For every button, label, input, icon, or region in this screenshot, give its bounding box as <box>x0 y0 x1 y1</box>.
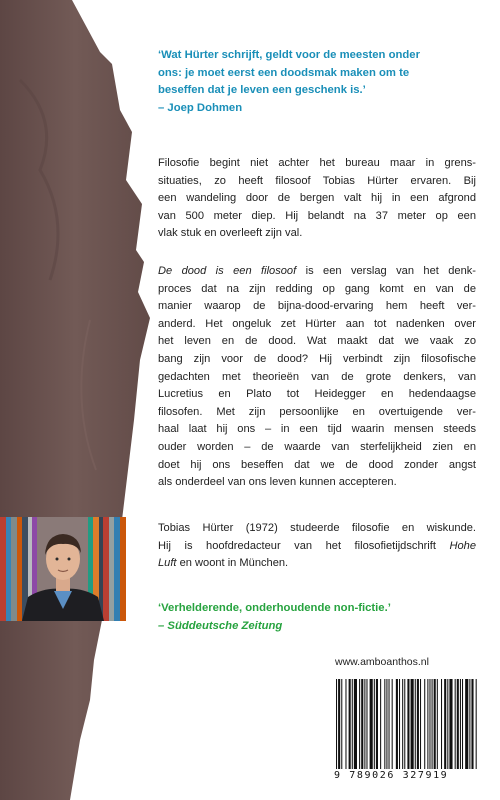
barcode-bar <box>432 679 433 769</box>
paragraph-book <box>158 263 476 492</box>
text-line: als onderdeel van ons leven kunnen accepteren. <box>158 476 397 489</box>
barcode-bar <box>386 679 387 769</box>
barcode-bar <box>429 679 430 769</box>
text-line: het leven en de dood. Wat maakt dat we vaak zo <box>158 335 476 348</box>
barcode-bar <box>437 679 438 769</box>
paragraph-author-bio <box>158 520 476 573</box>
magazine-name-part: Hohe <box>449 539 476 552</box>
text-line: proces dat na zijn redding op gang komt en van de <box>158 282 476 295</box>
isbn-barcode <box>334 677 479 771</box>
text-line <box>158 538 476 556</box>
barcode-bar <box>380 679 381 769</box>
barcode-bar <box>370 679 373 769</box>
barcode-bar <box>384 679 385 769</box>
barcode-bar <box>424 679 425 769</box>
quote-top-line: beseffen dat je leven een geschenk is.’ <box>158 84 366 97</box>
text-line <box>158 555 476 573</box>
text-line: Lucretius en Plato tot Heidegger en hedendaagse <box>158 388 476 401</box>
barcode-bar <box>465 679 468 769</box>
barcode-bar <box>361 679 363 769</box>
barcode-bar <box>392 679 393 769</box>
text-line: een wandeling door de bergen valt hij in een afgrond <box>158 192 476 205</box>
barcode-bar <box>417 679 419 769</box>
barcode-bar <box>471 679 473 769</box>
author-photo <box>0 517 126 621</box>
barcode-bar <box>427 679 428 769</box>
barcode-bar <box>404 679 405 769</box>
barcode-bar <box>374 679 375 769</box>
barcode-bar <box>396 679 398 769</box>
barcode-bar <box>457 679 459 769</box>
barcode-bar <box>441 679 442 769</box>
barcode-bar <box>434 679 436 769</box>
paragraph-intro <box>158 155 476 243</box>
barcode-bar <box>366 679 367 769</box>
text-line: haal laat hij ons – in een tijd waarin mensen steeds <box>158 423 476 436</box>
text-fragment: en woont in München. <box>176 557 289 570</box>
text-line: ouder worden – de waarde van sterfelijkheid zien en <box>158 440 476 453</box>
quote-bottom-source: – Süddeutsche Zeitung <box>158 619 283 632</box>
barcode-bar <box>341 679 342 769</box>
barcode-bar <box>469 679 470 769</box>
text-line: van 500 meter diep. Hij belandt na 37 meter op een <box>158 209 476 222</box>
barcode-bar <box>345 679 346 769</box>
barcode-bar <box>364 679 365 769</box>
quote-top-source: – Joep Dohmen <box>158 101 243 114</box>
barcode-bar <box>449 679 452 769</box>
text-line: filosofen. Met zijn persoonlijke en overtuigende ver- <box>158 405 476 418</box>
barcode-bar <box>415 679 416 769</box>
barcode-bar <box>349 679 351 769</box>
text-line: vlak stuk en overleeft zijn val. <box>158 227 303 240</box>
barcode-bar <box>376 679 378 769</box>
barcode-bar <box>411 679 414 769</box>
publisher-url[interactable]: www.amboanthos.nl <box>335 656 429 668</box>
quote-top-line: ons: je moet eerst een doodsmak maken om te <box>158 66 410 79</box>
magazine-name-part: Luft <box>158 557 177 570</box>
text-fragment: is een verslag van het denk- <box>296 265 476 277</box>
barcode-bar <box>447 679 448 769</box>
text-line: anderd. Het ongeluk zet Hürter aan tot nadenken over <box>158 317 476 330</box>
barcode-bar <box>389 679 390 769</box>
quote-bottom <box>158 600 478 635</box>
text-line <box>158 263 476 281</box>
barcode-bar <box>338 679 340 769</box>
quote-top <box>158 47 478 117</box>
barcode-bar <box>336 679 337 769</box>
book-title: De dood is een filosoof <box>158 265 297 277</box>
text-line: bang zijn voor de dood? Hij verbindt zijn filosofische <box>158 352 476 365</box>
quote-bottom-text: ‘Verhelderende, onderhoudende non-fictie.’ <box>158 602 391 614</box>
text-line: Filosofie begint niet achter het bureau maar in grens- <box>158 157 476 169</box>
text-fragment: Hij is hoofdredacteur van het filosofietijdschrift <box>158 539 450 552</box>
text-line: gedachten met theorieën van de grote denkers, van <box>158 370 476 383</box>
text-line: doet hij ons beseffen dat we de dood zonder angst <box>158 458 476 471</box>
barcode-bar <box>352 679 353 769</box>
barcode-bar <box>399 679 400 769</box>
barcode-bar <box>354 679 357 769</box>
isbn-digits: 9 789026 327919 <box>334 770 449 781</box>
barcode-bar <box>402 679 403 769</box>
barcode-bar <box>407 679 409 769</box>
barcode-bar <box>359 679 360 769</box>
text-line: situaties, zo heeft filosoof Tobias Hürter ervaren. Bij <box>158 174 476 187</box>
barcode-bar <box>420 679 421 769</box>
quote-top-line: ‘Wat Hürter schrijft, geldt voor de meesten onder <box>158 49 420 61</box>
barcode-bar <box>460 679 461 769</box>
text-line: manier waarop de bijna-dood-ervaring hem heeft ver- <box>158 300 476 313</box>
barcode-bar <box>444 679 446 769</box>
barcode-bar <box>476 679 477 769</box>
text-line: Tobias Hürter (1972) studeerde filosofie en wiskunde. <box>158 522 476 534</box>
barcode-bar <box>462 679 463 769</box>
barcode-bar <box>455 679 456 769</box>
